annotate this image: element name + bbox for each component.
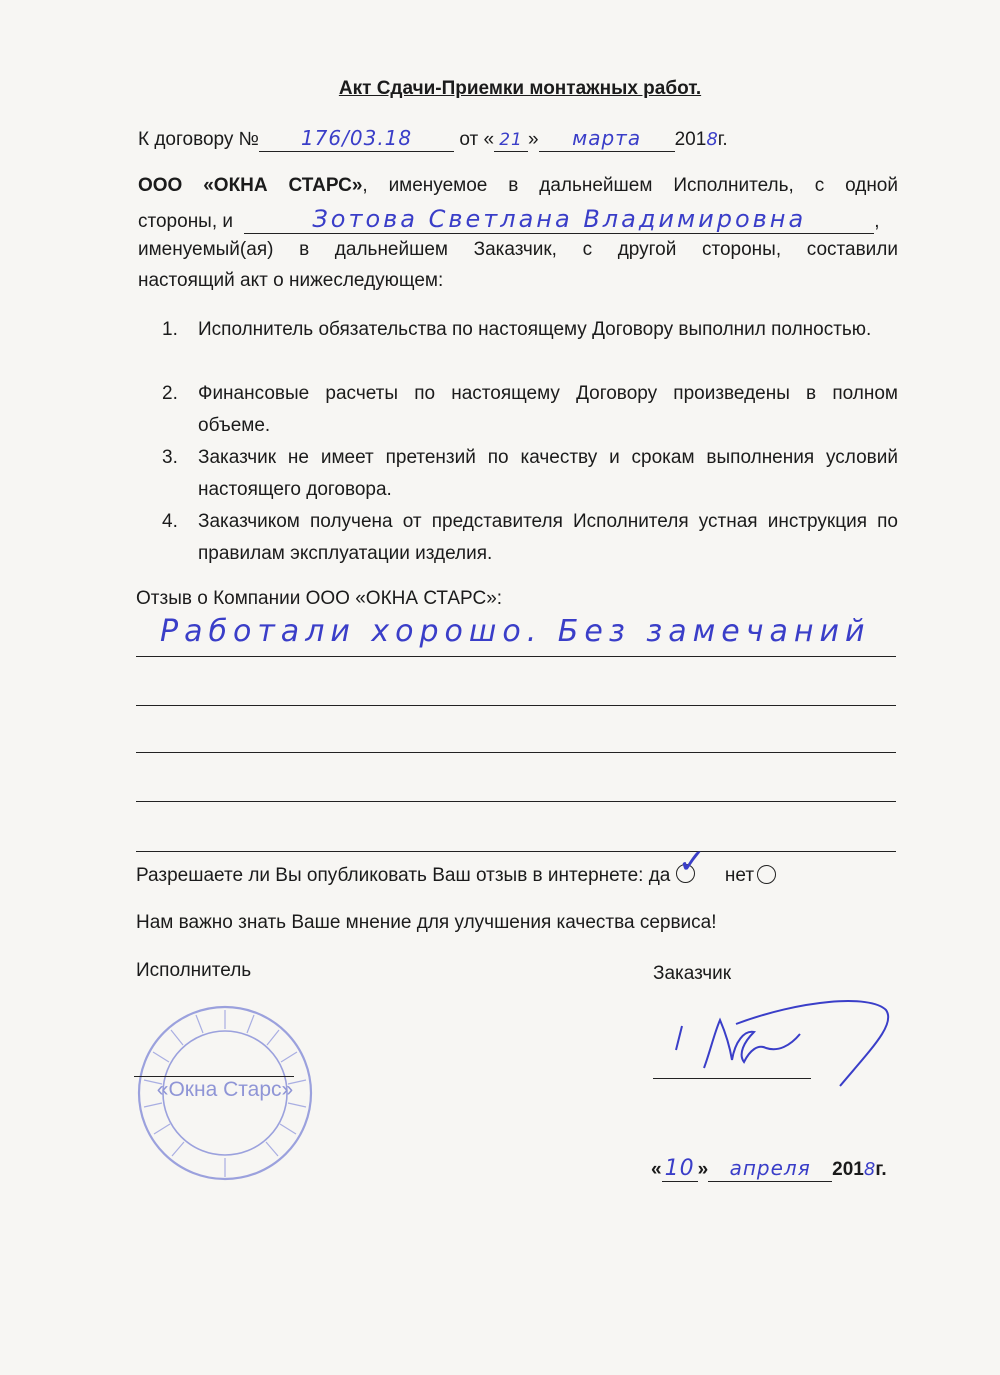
- sign-month-field: [708, 1156, 832, 1182]
- contract-from-label: от «: [459, 129, 495, 150]
- list-item-number: 3.: [162, 447, 178, 468]
- review-text: Работали хорошо. Без замечаний: [160, 614, 871, 649]
- contract-number-field: [259, 126, 454, 152]
- review-rule: [136, 801, 896, 802]
- sign-date: [651, 1156, 887, 1182]
- important-note: Нам важно знать Ваше мнение для улучшения качества сервиса!: [136, 912, 717, 933]
- customer-name: Зотова Светлана Владимировна: [312, 205, 807, 233]
- review-label: Отзыв о Компании ООО «ОКНА СТАРС»:: [136, 588, 503, 609]
- publish-yes-mark: ✓: [677, 842, 707, 882]
- customer-signature-line: [653, 1078, 811, 1079]
- company-stamp: [134, 1002, 316, 1184]
- contract-day: 21: [499, 130, 523, 150]
- contract-line: [138, 126, 728, 152]
- intro-line-2-suffix: ,: [874, 211, 880, 232]
- list-item-number: 4.: [162, 511, 178, 532]
- contract-number: 176/03.18: [300, 126, 413, 150]
- review-rule: [136, 752, 896, 753]
- list-item-text: Заказчиком получена от представителя Исполнителя устная инструкция по правилам эксплуатации изделия.: [198, 511, 898, 564]
- contract-close-quote: »: [528, 129, 539, 150]
- list-item-number: 1.: [162, 319, 178, 340]
- contract-month: марта: [572, 126, 642, 150]
- customer-signature-icon: [640, 990, 900, 1090]
- list-item-text: Заказчик не имеет претензий по качеству и срокам выполнения условий настоящего договора.: [198, 447, 898, 500]
- sign-day-field: [662, 1156, 698, 1182]
- list-item-number: 2.: [162, 383, 178, 404]
- customer-label: Заказчик: [653, 963, 732, 984]
- customer-name-field: [244, 205, 874, 234]
- review-rule: [136, 851, 896, 852]
- contract-prefix: К договору №: [138, 129, 260, 150]
- intro-line-3: именуемый(ая) в дальнейшем Заказчик, с другой стороны, составили: [138, 239, 898, 260]
- intro-line-2: [138, 205, 880, 234]
- document-title: Акт Сдачи-Приемки монтажных работ.: [338, 78, 702, 99]
- sign-year-digit: 8: [863, 1159, 876, 1180]
- contract-day-field: [494, 129, 528, 152]
- publish-yes-checkbox[interactable]: [676, 842, 707, 884]
- intro-line-4: настоящий акт о нижеследующем:: [138, 270, 444, 291]
- contract-year-digit: 8: [706, 129, 718, 150]
- list-item-text: Финансовые расчеты по настоящему Договору произведены в полном объеме.: [198, 383, 898, 436]
- executor-label: Исполнитель: [136, 960, 252, 981]
- review-rule: [136, 656, 896, 657]
- intro-line-1-rest: , именуемое в дальнейшем Исполнитель, с одной: [362, 175, 898, 196]
- company-name: ООО «ОКНА СТАРС»: [138, 175, 363, 196]
- intro-line-2-prefix: стороны, и: [138, 211, 234, 232]
- stamp-text: «Окна Старс»: [156, 1078, 294, 1101]
- sign-day: 10: [664, 1156, 695, 1181]
- publish-question-line: [136, 842, 776, 887]
- sign-year-suffix: г.: [875, 1159, 887, 1180]
- sign-month: апреля: [729, 1156, 811, 1180]
- sign-year-prefix: 201: [832, 1159, 864, 1180]
- contract-month-field: [539, 126, 675, 152]
- list-item: [162, 314, 900, 378]
- publish-question: Разрешаете ли Вы опубликовать Ваш отзыв в интернете: да: [136, 865, 671, 886]
- sign-date-close-quote: »: [697, 1159, 709, 1180]
- executor-signature-line: [134, 1076, 294, 1077]
- contract-year-prefix: 201: [674, 129, 707, 150]
- publish-no-checkbox[interactable]: [757, 865, 776, 884]
- list-item: [162, 506, 900, 570]
- sign-date-open-quote: «: [651, 1159, 662, 1180]
- list-item: [162, 378, 900, 442]
- list-item-text: Исполнитель обязательства по настоящему Договору выполнил полностью.: [198, 319, 872, 340]
- publish-no-label: нет: [724, 865, 755, 886]
- review-rule: [136, 705, 896, 706]
- list-item: [162, 442, 900, 506]
- intro-line-1: [138, 175, 898, 197]
- contract-year-suffix: г.: [717, 129, 728, 150]
